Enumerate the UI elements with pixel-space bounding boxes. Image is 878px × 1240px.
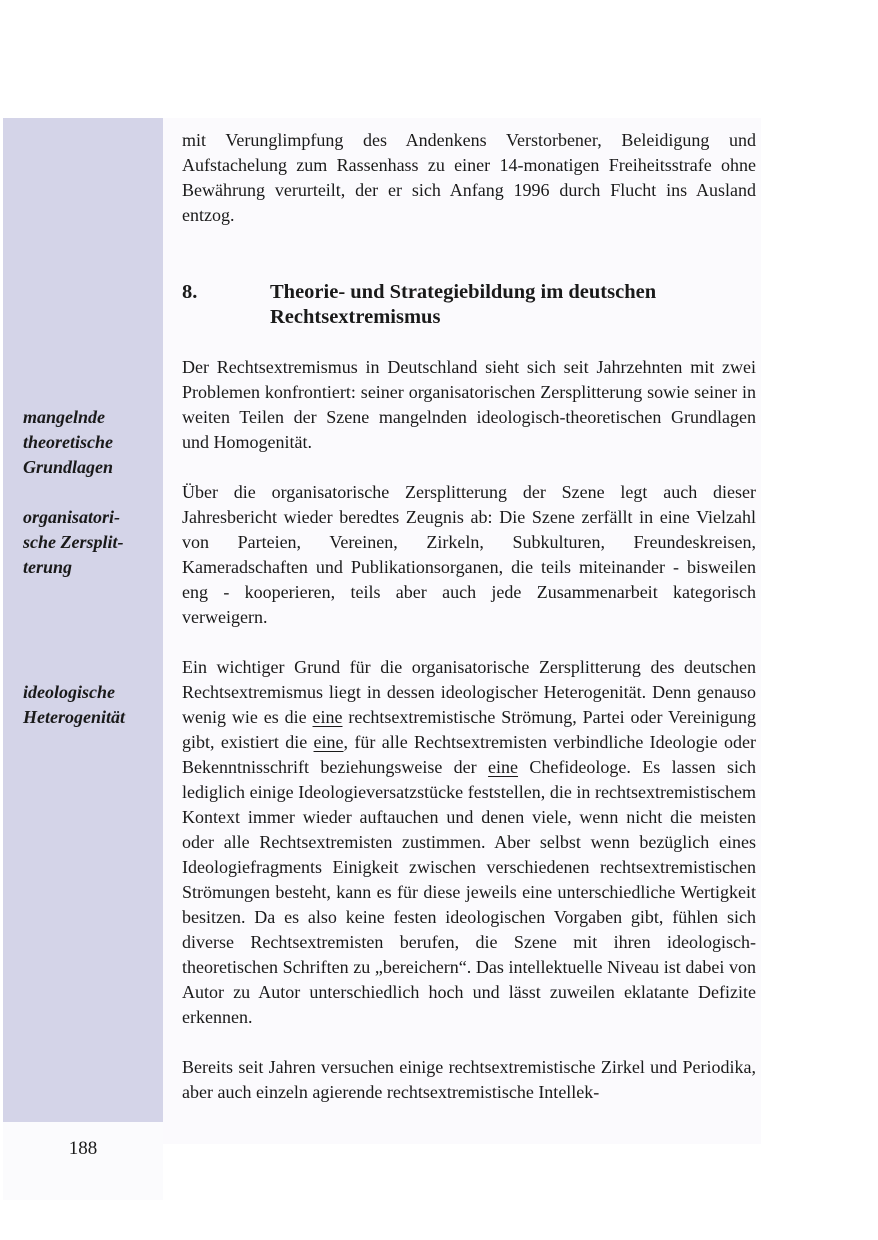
margin-note-line: mangelnde (23, 407, 106, 427)
paragraph: Über die organisatorische Zersplitterung der Szene legt auch dieser Jahresbericht wieder beredtes Zeugnis ab: Die Szene zerfällt in eine Vielzahl von Parteien, Vereinen, Zirkeln, Subkulturen, Freundeskreisen, Kameradschaften und Publikationsorganen, die teils miteinander - bisweilen eng - kooperieren, teils aber auch jede Zusammenarbeit kategorisch verweigern. (182, 482, 756, 627)
text-run: Ein wichtiger Grund für die organisatorische Zersplitterung des deutschen Rechtsextremismus liegt in dessen ideologischer Heterogenität. Denn genauso wenig wie es die (182, 657, 756, 727)
section-title: Theorie- und Strategiebildung im deutschen Rechtsextremismus (270, 281, 657, 328)
margin-note-zersplitterung (23, 505, 163, 580)
section-heading (182, 280, 756, 330)
emphasis-underline: eine (488, 757, 519, 777)
margin-note-line: ideologische (23, 682, 115, 702)
page-number: 188 (68, 1138, 98, 1159)
margin-note-heterogenitaet (23, 680, 163, 730)
paragraph: mit Verunglimpfung des Andenkens Verstorbener, Beleidigung und Aufstachelung zum Rassenhass zu einer 14-monatigen Freiheitsstrafe ohne Bewährung verurteilt, der er sich Anfang 1996 durch Flucht ins Ausland entzog. (182, 130, 756, 225)
margin-note-line: Heterogenität (23, 707, 125, 727)
paragraph: Bereits seit Jahren versuchen einige rechtsextremistische Zirkel und Periodika, aber auch einzeln agierende rechtsextremistische Intellek- (182, 1057, 756, 1102)
margin-column (3, 118, 163, 1122)
emphasis-underline: eine (313, 732, 344, 752)
paragraph (182, 655, 756, 1030)
margin-note-line: theoretische (23, 432, 113, 452)
margin-note-mangelnde-grundlagen (23, 405, 163, 480)
paragraph: Der Rechtsextremismus in Deutschland sieht sich seit Jahrzehnten mit zwei Problemen konfrontiert: seiner organisatorischen Zersplitterung sowie seiner in weiten Teilen der Szene mangelnden ideologisch-theoretischen Grundlagen und Homogenität. (182, 357, 756, 452)
text-run: , für alle Rechtsextremisten verbindliche Ideologie oder Bekenntnisschrift beziehungsweise der (182, 732, 756, 777)
margin-note-line: Grundlagen (23, 457, 114, 477)
margin-note-line: organisatori- (23, 507, 121, 527)
section-number: 8. (182, 281, 198, 303)
text-run: Chefideologe. Es lassen sich lediglich einige Ideologieversatzstücke feststellen, die in rechtsextremistischem Kontext immer wieder auftauchen und denen viele, wenn nicht die meisten oder alle Rechtsextremisten zustimmen. Aber selbst wenn bezüglich eines Ideologiefragments Einigkeit zwischen verschiedenen rechtsextremistischen Strömungen besteht, kann es für diese jeweils eine unterschiedliche Wertigkeit besitzen. Da es also keine festen ideologischen Vorgaben gibt, fühlen sich diverse Rechtsextremisten berufen, die Szene mit ihren ideologisch-theoretischen Schriften zu „bereichern“. Das intellektuelle Niveau ist dabei von Autor zu Autor unterschiedlich hoch und lässt zuweilen eklatante Defizite erkennen. (182, 757, 756, 1027)
text-run: rechtsextremistische Strömung, Partei oder Vereinigung gibt, existiert die (182, 707, 757, 752)
emphasis-underline: eine (312, 707, 343, 727)
main-text (182, 128, 756, 1105)
margin-note-line: terung (23, 557, 73, 577)
margin-note-line: sche Zersplit- (23, 532, 124, 552)
